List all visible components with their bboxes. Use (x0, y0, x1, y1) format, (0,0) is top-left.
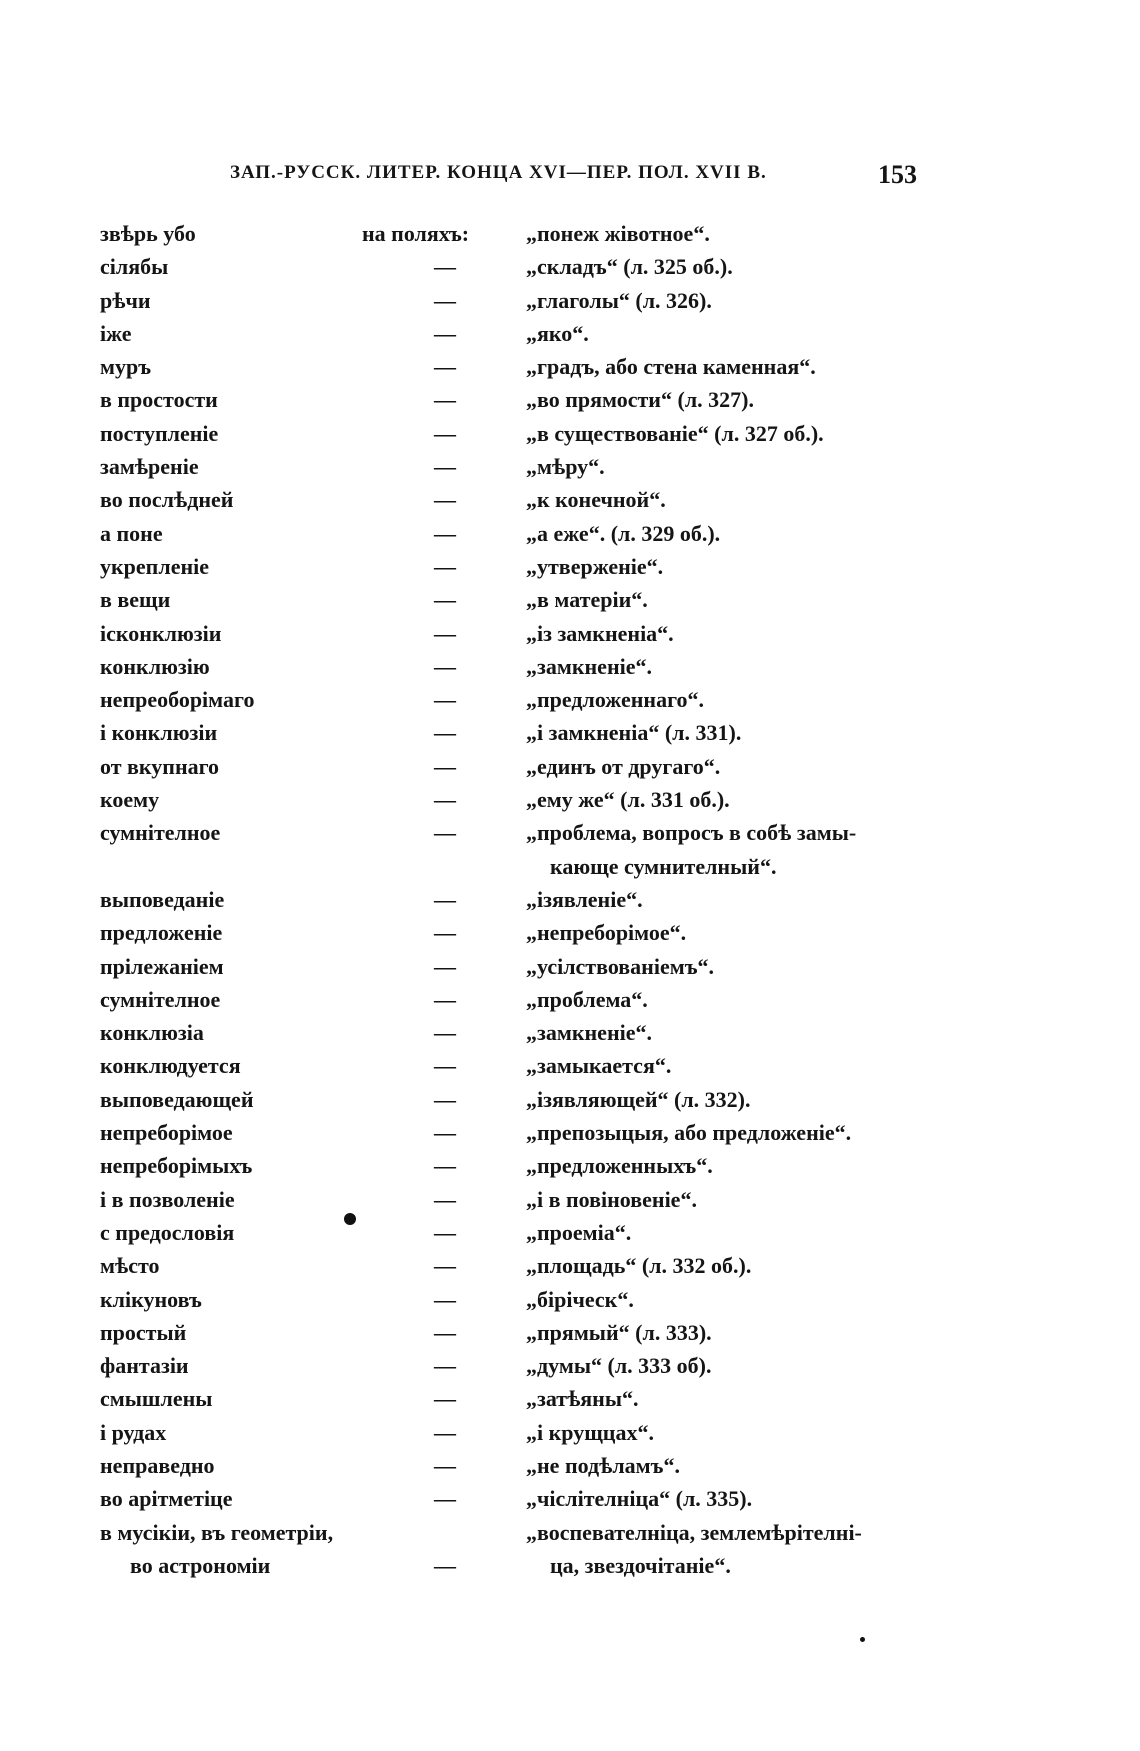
separator: — (434, 1286, 456, 1312)
gloss-term: „препозыцыя, або предложеніе“. (526, 1120, 852, 1146)
gloss-term: „проблема“. (526, 986, 648, 1012)
source-term: во арітметіце (100, 1486, 233, 1512)
source-term: звѣрь убо (100, 221, 196, 246)
source-term: непреборімое (100, 1120, 233, 1146)
separator: — (434, 1386, 456, 1412)
separator: — (434, 653, 456, 679)
separator: — (434, 1053, 456, 1079)
gloss-term: „замкненіе“. (526, 1020, 652, 1046)
separator: — (434, 454, 456, 480)
source-term: іже (100, 320, 132, 346)
gloss-term: „проблема, вопросъ в собѣ замы- (526, 820, 857, 846)
gloss-term: „ему же“ (л. 331 об.). (526, 787, 730, 813)
gloss-term: „думы“ (л. 333 об). (526, 1353, 712, 1379)
source-term: выповедающей (100, 1086, 254, 1112)
gloss-term: „не подѣламъ“. (526, 1452, 680, 1478)
separator: — (434, 320, 456, 346)
separator: — (434, 820, 456, 846)
separator: — (434, 787, 456, 813)
source-term: сумнітелное (100, 820, 221, 846)
separator: — (434, 420, 456, 446)
separator: — (434, 753, 456, 779)
gloss-term: „замкненіе“. (526, 653, 652, 679)
gloss-term: „проеміа“. (526, 1219, 632, 1245)
source-term: конклюзіа (100, 1020, 204, 1046)
source-term: і рудах (100, 1419, 167, 1445)
gloss-term: „затѣяны“. (526, 1386, 639, 1412)
source-term: прілежаніем (100, 953, 224, 979)
separator: — (434, 1153, 456, 1179)
source-term: выповеданіе (100, 886, 225, 912)
separator: — (434, 886, 456, 912)
gloss-term: „чіслітелніца“ (л. 335). (526, 1486, 753, 1512)
separator: — (434, 1552, 456, 1578)
source-term: і в позволеніе (100, 1186, 235, 1212)
gloss-term: „в матеріи“. (526, 587, 648, 613)
gloss-term: „складъ“ (л. 325 об.). (526, 254, 733, 280)
gloss-term: „единъ от другаго“. (526, 753, 721, 779)
separator: — (434, 1452, 456, 1478)
gloss-term: „к конечной“. (526, 487, 666, 513)
separator: — (434, 986, 456, 1012)
source-term: укрепленіе (100, 553, 210, 579)
source-term: непреборімыхъ (100, 1153, 253, 1179)
source-term: фантазіи (100, 1353, 189, 1379)
gloss-term: „воспевателніца, землемѣрітелні- (526, 1519, 862, 1545)
separator: — (434, 287, 456, 313)
separator: — (434, 487, 456, 513)
ink-spot (344, 1213, 356, 1225)
ink-dot (860, 1637, 865, 1642)
separator: — (434, 1086, 456, 1112)
source-term: сілябы (100, 254, 169, 280)
gloss-term: „із замкненіа“. (526, 620, 674, 646)
separator: — (434, 1319, 456, 1345)
separator: — (434, 1486, 456, 1512)
source-term: муръ (100, 354, 152, 380)
gloss-term: „понеж жівотное“. (526, 221, 710, 246)
gloss-term: „глаголы“ (л. 326). (526, 287, 712, 313)
source-term: коему (100, 787, 160, 813)
separator: — (434, 354, 456, 380)
source-term: конклюзію (100, 653, 210, 679)
separator: — (434, 720, 456, 746)
source-term: предложеніе (100, 920, 223, 946)
separator: — (434, 587, 456, 613)
source-term: в простости (100, 387, 218, 413)
gloss-term: „мѣру“. (526, 454, 605, 480)
gloss-term: „предложеннаго“. (526, 687, 705, 713)
separator: — (434, 254, 456, 280)
gloss-term: кающе сумнителный“. (550, 853, 777, 879)
gloss-term: „в существованіе“ (л. 327 об.). (526, 420, 824, 446)
source-term: во послѣдней (100, 487, 234, 513)
source-term: замѣреніе (100, 454, 199, 480)
gloss-term: „яко“. (526, 320, 589, 346)
separator: — (434, 1353, 456, 1379)
separator: — (434, 953, 456, 979)
source-term: а поне (100, 520, 163, 546)
source-term: рѣчи (100, 287, 151, 313)
gloss-term: „площадь“ (л. 332 об.). (526, 1253, 752, 1279)
source-term: смышлены (100, 1386, 213, 1412)
separator: — (434, 387, 456, 413)
running-header: ЗАП.-РУССК. ЛИТЕР. КОНЦА XVI—ПЕР. ПОЛ. XVII В. (230, 162, 767, 183)
separator: — (434, 1253, 456, 1279)
gloss-term: „замыкается“. (526, 1053, 672, 1079)
source-term: сумнітелное (100, 986, 221, 1012)
separator: — (434, 687, 456, 713)
source-term: простый (100, 1319, 187, 1345)
gloss-term: „ізявленіе“. (526, 886, 643, 912)
separator: на поляхъ: (362, 221, 470, 246)
source-term: непреоборімаго (100, 687, 255, 713)
source-term: мѣсто (100, 1253, 160, 1279)
page-number: 153 (878, 160, 917, 189)
source-term: і конклюзіи (100, 720, 218, 746)
separator: — (434, 1219, 456, 1245)
gloss-term: „градъ, або стена каменная“. (526, 354, 816, 380)
gloss-term: „біріческ“. (526, 1286, 634, 1312)
gloss-term: „непреборімое“. (526, 920, 687, 946)
gloss-term: „і крущцах“. (526, 1419, 654, 1445)
source-term: конклюдуется (100, 1053, 241, 1079)
source-term: клікуновъ (100, 1286, 202, 1312)
gloss-term: „усілствованіемъ“. (526, 953, 715, 979)
separator: — (434, 1419, 456, 1445)
separator: — (434, 920, 456, 946)
source-term: в мусікіи, въ геометріи, (100, 1519, 334, 1545)
source-term: ісконклюзіи (100, 620, 222, 646)
gloss-term: „во прямости“ (л. 327). (526, 387, 754, 413)
separator: — (434, 1186, 456, 1212)
gloss-term: „ізявляющей“ (л. 332). (526, 1086, 751, 1112)
separator: — (434, 520, 456, 546)
gloss-term: „а еже“. (л. 329 об.). (526, 520, 721, 546)
gloss-term: „і замкненіа“ (л. 331). (526, 720, 742, 746)
source-term: неправедно (100, 1452, 215, 1478)
gloss-term: ца, звездочітаніе“. (550, 1552, 731, 1578)
gloss-term: „прямый“ (л. 333). (526, 1319, 712, 1345)
source-term: в вещи (100, 587, 171, 613)
separator: — (434, 1020, 456, 1046)
separator: — (434, 553, 456, 579)
source-term: поступленіе (100, 420, 219, 446)
gloss-term: „і в повіновеніе“. (526, 1186, 697, 1212)
source-term: с предословія (100, 1219, 235, 1245)
separator: — (434, 1120, 456, 1146)
source-term: во астрономіи (130, 1552, 271, 1578)
gloss-term: „предложенныхъ“. (526, 1153, 713, 1179)
separator: — (434, 620, 456, 646)
source-term: от вкупнаго (100, 753, 220, 779)
gloss-term: „утверженіе“. (526, 553, 664, 579)
